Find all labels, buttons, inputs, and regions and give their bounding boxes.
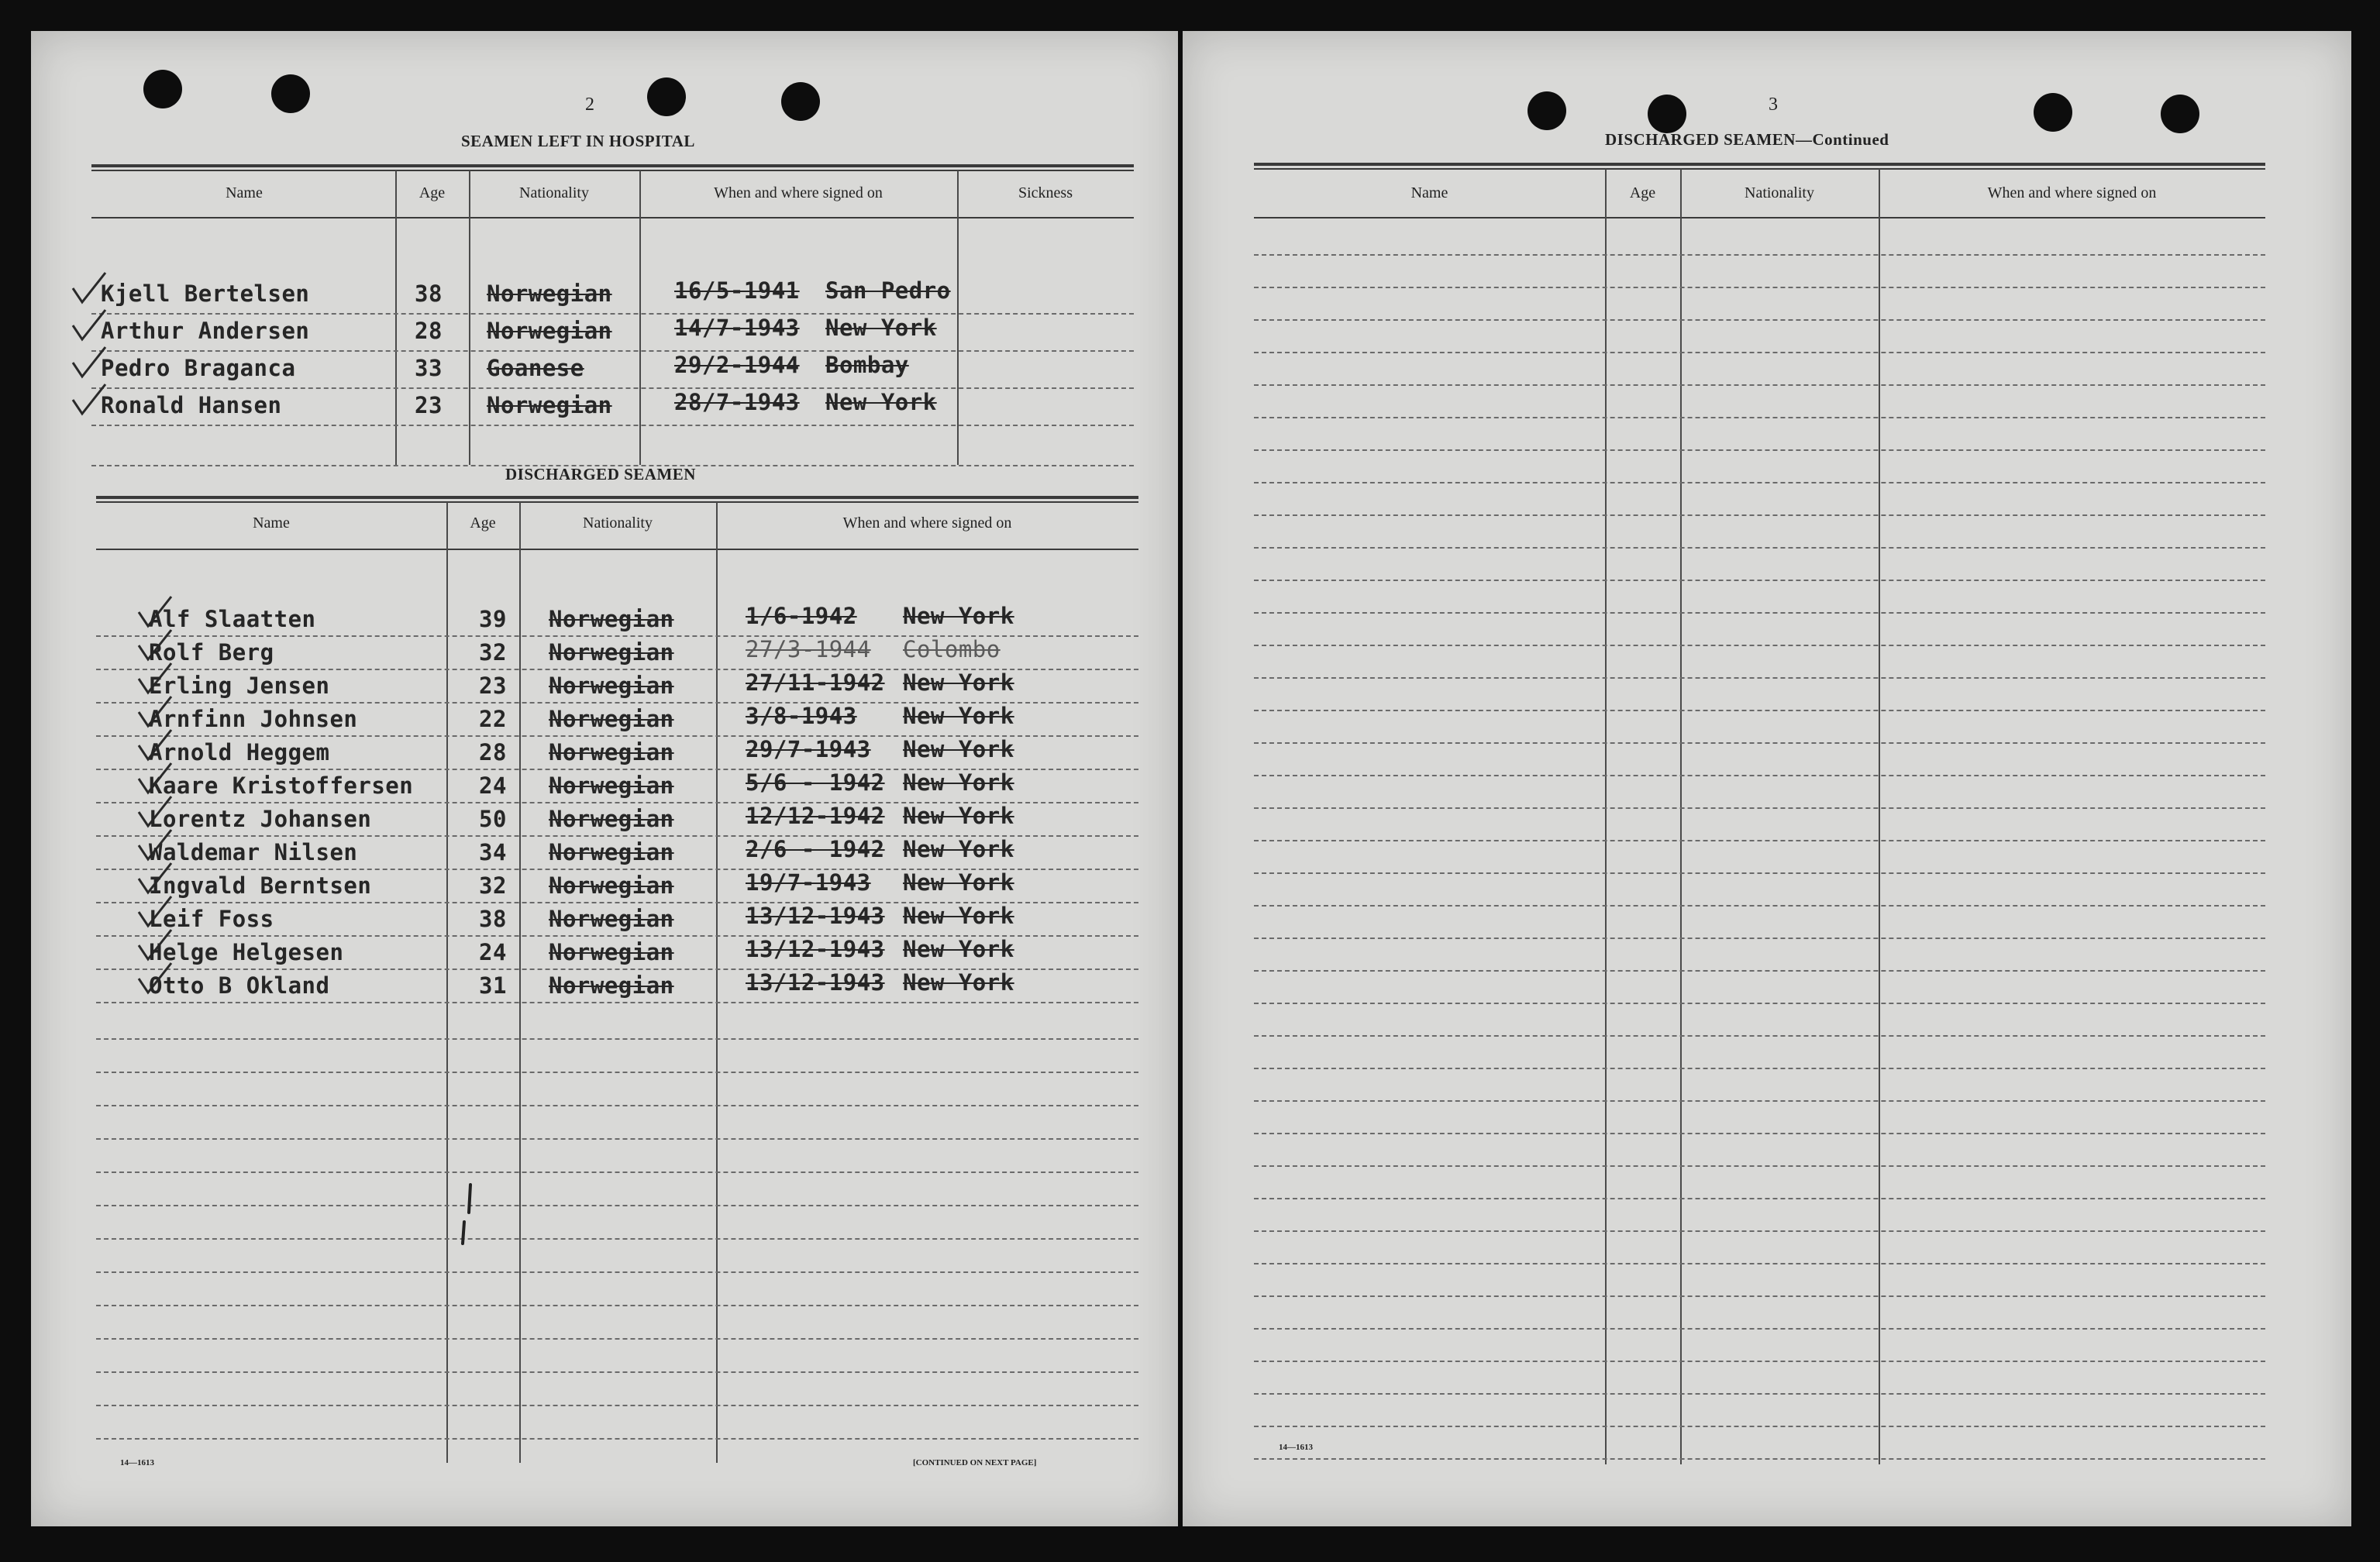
seaman-age: 28 [479,739,507,766]
row-line [96,1271,1138,1273]
signed-on-place: New York [903,969,1014,996]
punch-hole [647,77,686,116]
right-page [1183,31,2351,1526]
row-line [1254,1133,2265,1134]
table-rule [96,501,1138,503]
seaman-age: 28 [415,318,443,344]
row-line [96,1238,1138,1240]
seaman-age: 33 [415,355,443,381]
seaman-nationality: Norwegian [549,806,674,832]
signed-on-place: New York [903,603,1014,629]
row-line [1254,254,2265,256]
row-line [1254,1263,2265,1264]
seaman-name: Kaare Kristoffersen [149,772,414,799]
column-divider [1680,169,1682,1464]
signed-on-place: New York [903,669,1014,696]
punch-hole [2034,93,2072,132]
row-line [1254,970,2265,972]
seaman-age: 34 [479,839,507,865]
hospital-header-signed-on: When and where signed on [714,184,883,201]
table-rule [96,496,1138,499]
seaman-age: 38 [479,906,507,932]
row-line [91,387,1134,389]
discharged-header-name: Name [253,514,290,532]
row-line [1254,645,2265,646]
continued-header-nationality: Nationality [1745,184,1814,201]
row-line [96,1205,1138,1206]
seaman-nationality: Norwegian [487,392,612,418]
seaman-name: Waldemar Nilsen [149,839,358,865]
column-divider [395,170,397,465]
seaman-nationality: Goanese [487,355,584,381]
row-line [1254,482,2265,483]
seaman-nationality: Norwegian [487,318,612,344]
signed-on-date: 3/8-1943 [746,703,857,729]
row-line [1254,1295,2265,1297]
seaman-nationality: Norwegian [549,673,674,699]
signed-on-date: 5/6 - 1942 [746,769,885,796]
row-line [96,1038,1138,1040]
row-line [1254,905,2265,907]
seaman-nationality: Norwegian [549,706,674,732]
hospital-section-title: SEAMEN LEFT IN HOSPITAL [461,132,695,150]
row-line [1254,580,2265,581]
seaman-nationality: Norwegian [487,280,612,307]
seaman-age: 32 [479,639,507,666]
signed-on-place: New York [825,315,937,341]
seaman-nationality: Norwegian [549,906,674,932]
signed-on-place: Colombo [903,636,1001,662]
signed-on-place: New York [903,703,1014,729]
pen-mark [453,1182,484,1251]
page-number: 3 [1769,95,1778,115]
signed-on-place: New York [903,803,1014,829]
column-divider [446,502,448,1463]
row-line [1254,1230,2265,1232]
row-line [1254,677,2265,679]
signed-on-date: 16/5-1941 [674,277,800,304]
table-rule [91,164,1134,167]
discharged-section-title: DISCHARGED SEAMEN [505,465,696,483]
row-line [96,1072,1138,1073]
signed-on-date: 13/12-1943 [746,936,885,962]
row-line [1254,1393,2265,1395]
row-line [1254,775,2265,776]
seaman-name: Helge Helgesen [149,939,344,965]
table-rule [1254,168,2265,170]
seaman-age: 32 [479,872,507,899]
punch-hole [271,74,310,113]
column-divider [957,170,959,465]
discharged-header-nationality: Nationality [583,514,653,532]
row-line [96,1138,1138,1140]
row-line [1254,1198,2265,1199]
hospital-header-age: Age [418,184,446,201]
row-line [1254,547,2265,549]
seaman-nationality: Norwegian [549,972,674,999]
hospital-header-name: Name [226,184,263,201]
row-line [96,1172,1138,1173]
signed-on-date: 13/12-1943 [746,969,885,996]
table-rule [96,549,1138,550]
seaman-name: Arnold Heggem [149,739,330,766]
seaman-nationality: Norwegian [549,939,674,965]
seaman-nationality: Norwegian [549,839,674,865]
row-line [96,1105,1138,1106]
punch-hole [781,82,820,121]
seaman-nationality: Norwegian [549,872,674,899]
row-line [1254,807,2265,809]
table-rule [1254,217,2265,218]
punch-hole [1648,95,1686,133]
seaman-age: 38 [415,280,443,307]
row-line [96,1438,1138,1440]
seaman-name: Erling Jensen [149,673,330,699]
row-line [96,1371,1138,1373]
row-line [1254,1003,2265,1004]
column-divider [639,170,641,465]
seaman-name: Kjell Bertelsen [101,280,310,307]
continued-header-age: Age [1629,184,1656,201]
seaman-age: 24 [479,772,507,799]
signed-on-date: 13/12-1943 [746,903,885,929]
column-divider [1605,169,1607,1464]
signed-on-date: 27/11-1942 [746,669,885,696]
continued-note: [CONTINUED ON NEXT PAGE] [913,1458,1037,1467]
row-line [1254,319,2265,321]
signed-on-place: New York [825,389,937,415]
row-line [1254,742,2265,744]
row-line [91,425,1134,426]
seaman-age: 22 [479,706,507,732]
seaman-name: Otto B Okland [149,972,330,999]
form-number: 14—1613 [1279,1443,1313,1452]
column-divider [519,502,521,1463]
row-line [1254,1361,2265,1362]
signed-on-place: New York [903,836,1014,862]
row-line [1254,449,2265,451]
seaman-name: Pedro Braganca [101,355,296,381]
row-line [1254,1165,2265,1167]
seaman-name: Ingvald Berntsen [149,872,372,899]
signed-on-place: New York [903,936,1014,962]
row-line [1254,352,2265,353]
seaman-age: 24 [479,939,507,965]
seaman-nationality: Norwegian [549,639,674,666]
signed-on-date: 29/7-1943 [746,736,871,762]
row-line [1254,417,2265,418]
punch-hole [1528,91,1566,130]
signed-on-date: 28/7-1943 [674,389,800,415]
hospital-header-sickness: Sickness [1018,184,1073,201]
continued-section-title: DISCHARGED SEAMEN—Continued [1605,130,1889,149]
signed-on-date: 27/3-1944 [746,636,871,662]
column-divider [469,170,470,465]
seaman-name: Alf Slaatten [149,606,316,632]
signed-on-date: 12/12-1942 [746,803,885,829]
row-line [1254,938,2265,939]
seaman-name: Ronald Hansen [101,392,282,418]
table-rule [91,217,1134,218]
signed-on-date: 2/6 - 1942 [746,836,885,862]
form-number: 14—1613 [120,1458,154,1467]
signed-on-date: 29/2-1944 [674,352,800,378]
continued-header-signed-on: When and where signed on [1987,184,2157,201]
row-line [96,1405,1138,1406]
seaman-age: 23 [479,673,507,699]
seaman-name: Leif Foss [149,906,274,932]
row-line [1254,1328,2265,1330]
discharged-header-age: Age [470,514,496,532]
signed-on-date: 14/7-1943 [674,315,800,341]
row-line [1254,287,2265,288]
row-line [1254,840,2265,841]
seaman-age: 23 [415,392,443,418]
column-divider [1879,169,1880,1464]
left-page [31,31,1178,1526]
signed-on-date: 19/7-1943 [746,869,871,896]
page-number: 2 [585,95,594,115]
row-line [1254,872,2265,874]
row-line [96,1338,1138,1340]
seaman-name: Lorentz Johansen [149,806,372,832]
row-line [1254,1458,2265,1460]
signed-on-place: New York [903,736,1014,762]
table-rule [1254,163,2265,166]
punch-hole [143,70,182,108]
row-line [1254,1100,2265,1102]
seaman-nationality: Norwegian [549,606,674,632]
table-rule [91,170,1134,171]
seaman-age: 50 [479,806,507,832]
row-line [1254,612,2265,614]
column-divider [716,502,718,1463]
signed-on-place: San Pedro [825,277,951,304]
signed-on-date: 1/6-1942 [746,603,857,629]
seaman-name: Rolf Berg [149,639,274,666]
punch-hole [2161,95,2199,133]
signed-on-place: New York [903,769,1014,796]
signed-on-place: New York [903,903,1014,929]
row-line [1254,1035,2265,1037]
row-line [1254,384,2265,386]
discharged-header-signed-on: When and where signed on [842,514,1012,532]
row-line [1254,514,2265,516]
seaman-nationality: Norwegian [549,772,674,799]
row-line [91,350,1134,352]
signed-on-place: New York [903,869,1014,896]
seaman-age: 39 [479,606,507,632]
seaman-name: Arthur Andersen [101,318,310,344]
row-line [1254,1426,2265,1427]
seaman-nationality: Norwegian [549,739,674,766]
row-line [96,1305,1138,1306]
seaman-name: Arnfinn Johnsen [149,706,358,732]
row-line [91,313,1134,315]
row-line [1254,710,2265,711]
seaman-age: 31 [479,972,507,999]
row-line [96,1002,1138,1003]
row-line [1254,1068,2265,1069]
signed-on-place: Bombay [825,352,909,378]
hospital-header-nationality: Nationality [519,184,589,201]
continued-header-name: Name [1410,184,1448,201]
